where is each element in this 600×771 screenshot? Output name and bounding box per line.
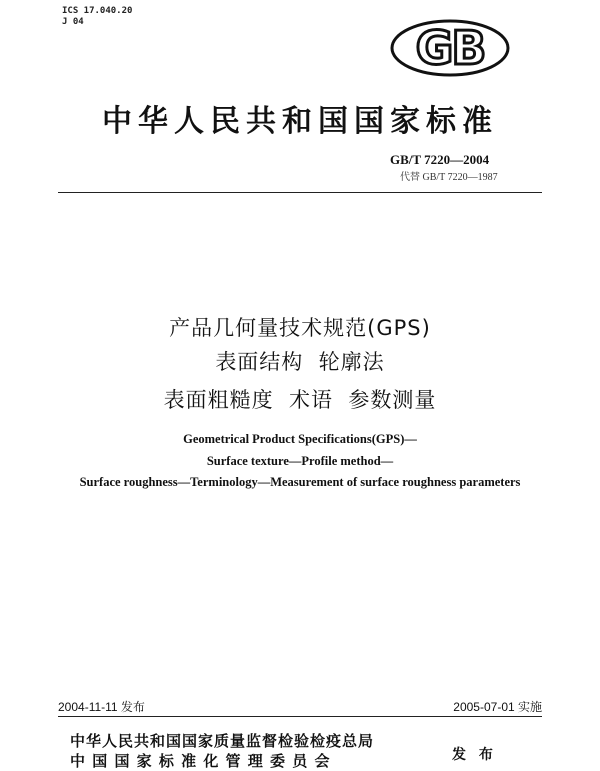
title-cn-line3: 表面粗糙度 术语 参数测量 [163,388,437,412]
title-en-line2: Surface texture—Profile method— [206,454,394,468]
category-code: J 04 [62,17,84,27]
issuer-aqsiq: 中华人民共和国国家质量监督检验检疫总局 [70,732,375,750]
title-cn-line1: 产品几何量技术规范(GPS) [169,316,431,340]
title-en-line3: Surface roughness—Terminology—Measurement of surface roughness parameters [79,475,521,489]
standard-code: GB/T 7220—2004 [390,152,490,167]
publish-label: 发 布 [452,747,497,763]
issuer-sac: 中 国 国 家 标 准 化 管 理 委 员 会 [70,752,331,770]
ics-code: ICS 17.040.20 [62,6,133,16]
national-standard-heading: 中华人民共和国国家标准 [102,104,498,139]
ics-code-block [62,6,132,28]
issue-date: 2004-11-11 发布 [58,700,145,714]
footer-divider [58,716,542,717]
replaces-standard: 代替 GB/T 7220—1987 [400,172,498,183]
header-divider [58,192,542,193]
effective-date: 2005-07-01 实施 [453,700,542,714]
title-en-line1: Geometrical Product Specifications(GPS)— [183,432,417,446]
gb-logo [390,18,510,78]
gb-logo-text: GB [415,21,485,75]
title-cn-line2: 表面结构 轮廓法 [215,350,385,374]
